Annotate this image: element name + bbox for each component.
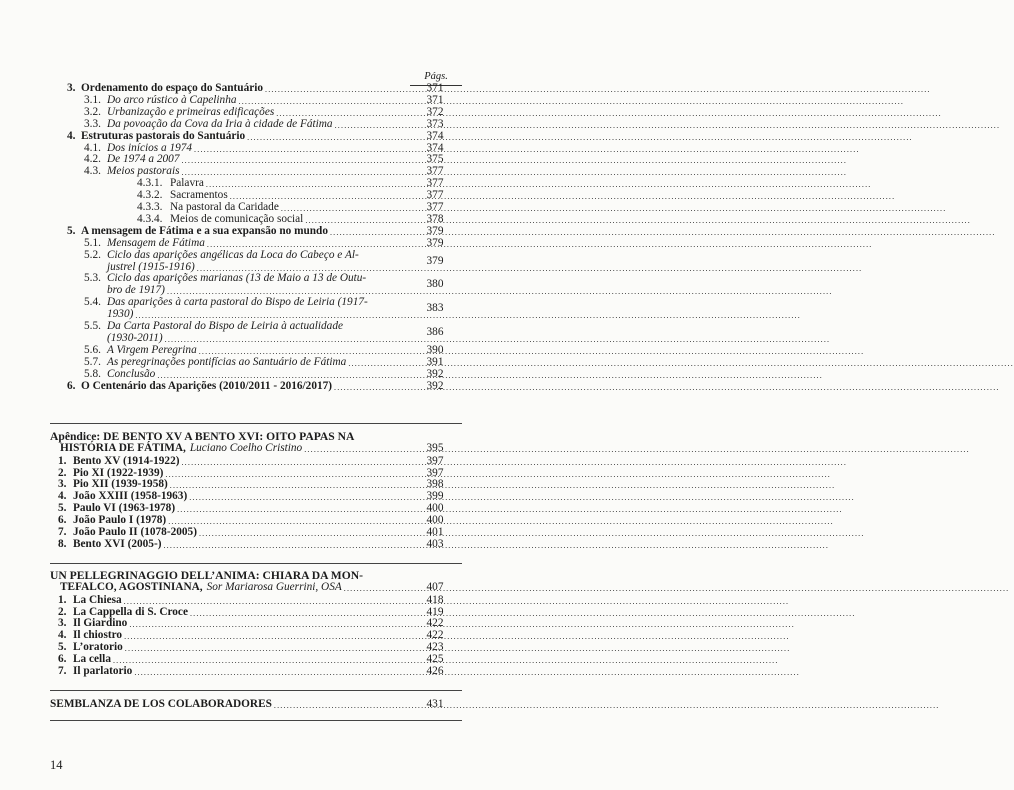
entry-title: bro de 1917) <box>107 284 165 297</box>
entry-title: La cella <box>73 653 111 666</box>
page-ref: 377 <box>426 201 444 213</box>
page-ref: 377 <box>426 177 444 190</box>
entry-number: 3. <box>58 617 67 630</box>
entry-title: Mensagem de Fátima <box>107 236 205 249</box>
entry-number: 3.3. <box>84 117 101 130</box>
entry-title: Meios pastorais <box>107 165 180 178</box>
page-ref: 431 <box>426 698 444 710</box>
page-ref: 379 <box>426 236 444 249</box>
entry-title: Ciclo das aparições marianas (13 de Maio a 13 de Outu- <box>107 272 367 285</box>
entry-number: 1. <box>58 454 67 467</box>
entry-title: Pio XII (1939-1958) <box>73 478 168 491</box>
toc-entry <box>58 538 412 551</box>
page-ref: 399 <box>426 490 444 503</box>
entry-title: Il Giardino <box>73 617 128 630</box>
page-ref: 372 <box>426 105 444 118</box>
page-ref: 373 <box>426 117 444 130</box>
entry-title: (1930-2011) <box>107 331 163 344</box>
entry-number: 6. <box>58 514 67 527</box>
entry-title: Da Carta Pastoral do Bispo de Leiria à actualidade <box>107 320 343 332</box>
page-ref: 418 <box>426 593 444 606</box>
entry-title: Il chiostro <box>73 629 123 642</box>
entry-number: 5. <box>67 224 76 237</box>
entry-title: Dos inícios a 1974 <box>107 141 193 154</box>
entry-number: 3.2. <box>84 105 101 118</box>
entry-title: Meios de comunicação social <box>170 212 304 225</box>
entry-number: 6. <box>67 379 76 392</box>
page-ref: 379 <box>426 224 444 237</box>
page-ref: 374 <box>426 129 444 142</box>
toc-entry <box>58 665 412 678</box>
entry-title: Ordenamento do espaço do Santuário <box>81 82 264 94</box>
entry-number: 8. <box>58 537 67 550</box>
entry-number: 5.7. <box>84 355 101 368</box>
appendix-author: Luciano Coelho Cristino <box>189 442 303 455</box>
entry-title: justrel (1915-1916) <box>107 260 195 273</box>
pellegrinaggio-title: UN PELLEGRINAGGIO DELL’ANIMA: CHIARA DA MON- <box>50 569 363 582</box>
section-rule <box>50 690 462 691</box>
entry-number: 7. <box>58 526 67 538</box>
entry-number: 5.8. <box>84 367 101 380</box>
entry-number: 7. <box>58 665 67 677</box>
page-ref: 375 <box>426 153 444 166</box>
page-ref: 422 <box>426 617 444 630</box>
page-ref: 400 <box>426 502 444 515</box>
entry-number: 5.5. <box>84 320 101 332</box>
entry-number: 4.3. <box>84 165 101 178</box>
entry-title: Das aparições à carta pastoral do Bispo de Leiria (1917- <box>107 296 368 309</box>
page-ref: 392 <box>426 367 444 380</box>
page-ref: 407 <box>426 581 444 594</box>
pellegrinaggio-title-cont <box>60 581 412 594</box>
dot-leader <box>274 701 940 711</box>
page-ref: 398 <box>426 478 444 491</box>
entry-number: 5.2. <box>84 248 101 261</box>
page-ref: 397 <box>426 454 444 467</box>
entry-number: 2. <box>58 605 67 618</box>
page-ref: 392 <box>426 379 444 392</box>
entry-number: 4. <box>58 629 67 642</box>
section-rule <box>50 423 462 424</box>
entry-number: 5.4. <box>84 296 101 309</box>
page-ref: 397 <box>426 466 444 479</box>
entry-title: Palavra <box>170 177 204 190</box>
entry-title: Bento XVI (2005-) <box>73 537 162 550</box>
page-ref: 400 <box>426 514 444 527</box>
entry-number: 4.3.2. <box>137 189 163 202</box>
entry-number: 3.1. <box>84 93 101 106</box>
page-ref: 423 <box>426 641 444 654</box>
page-ref: 422 <box>426 629 444 642</box>
page-ref: 378 <box>426 212 444 225</box>
entry-title: Na pastoral da Caridade <box>170 201 279 213</box>
entry-number: 5.3. <box>84 272 101 285</box>
page-ref: 377 <box>426 165 444 178</box>
entry-title: João XXIII (1958-1963) <box>73 490 188 503</box>
entry-number: 4.3.4. <box>137 212 163 225</box>
entry-number: 5. <box>58 502 67 515</box>
entry-title: Conclusão <box>107 367 156 380</box>
entry-title: A mensagem de Fátima e a sua expansão no mundo <box>81 224 328 237</box>
appendix-title: Apêndice: DE BENTO XV A BENTO XVI: OITO PAPAS NA <box>50 430 355 443</box>
pellegrinaggio-title: TEFALCO, AGOSTINIANA, <box>60 581 203 594</box>
page-ref: 425 <box>426 653 444 666</box>
entry-number: 4.3.1. <box>137 177 163 190</box>
section-rule <box>50 720 462 721</box>
toc-entry <box>67 380 412 393</box>
entry-title: 1930) <box>107 308 134 321</box>
entry-title: O Centenário das Aparições (2010/2011 - 2016/2017) <box>81 379 333 392</box>
entry-title: Ciclo das aparições angélicas da Loca do Cabeço e Al- <box>107 248 359 261</box>
entry-title: Urbanização e primeiras edificações <box>107 105 275 118</box>
page-ref: 401 <box>426 526 444 538</box>
entry-title: La Chiesa <box>73 593 122 606</box>
page-number: 14 <box>50 758 63 772</box>
entry-number: 4.1. <box>84 141 101 154</box>
entry-number: 5.1. <box>84 236 101 249</box>
page-ref: 377 <box>426 189 444 202</box>
entry-title: De 1974 a 2007 <box>107 153 180 166</box>
appendix-title-cont <box>60 442 412 455</box>
semblanza-title: SEMBLANZA DE LOS COLABORADORES <box>50 698 272 710</box>
entry-title: La Cappella di S. Croce <box>73 605 188 618</box>
entry-title: Da povoação da Cova da Iria à cidade de Fátima <box>107 117 333 130</box>
page-ref: 390 <box>426 343 444 356</box>
entry-title: Estruturas pastorais do Santuário <box>81 129 246 142</box>
page-ref: 380 <box>426 278 444 291</box>
entry-number: 1. <box>58 593 67 606</box>
semblanza-entry <box>50 698 412 711</box>
page-ref: 395 <box>426 442 444 455</box>
entry-title: João Paulo II (1078-2005) <box>73 526 197 538</box>
page-ref: 426 <box>426 665 444 677</box>
page-ref: 374 <box>426 141 444 154</box>
page-ref: 403 <box>426 537 444 550</box>
section-rule <box>50 563 462 564</box>
page-ref: 379 <box>426 254 444 267</box>
entry-number: 4. <box>67 129 76 142</box>
pellegrinaggio-author: Sor Mariarosa Guerrini, OSA <box>206 581 342 594</box>
entry-number: 5.6. <box>84 343 101 356</box>
entry-title: Sacramentos <box>170 189 228 202</box>
entry-title: As peregrinações pontifícias ao Santuário de Fátima <box>107 355 347 368</box>
page-ref: 419 <box>426 605 444 618</box>
dot-leader <box>163 541 829 551</box>
entry-number: 4.2. <box>84 153 101 166</box>
appendix-title: HISTÓRIA DE FÁTIMA, <box>60 442 186 455</box>
entry-title: Il parlatorio <box>73 665 133 677</box>
entry-number: 6. <box>58 653 67 666</box>
entry-number: 3. <box>67 82 76 94</box>
entry-number: 5. <box>58 641 67 654</box>
entry-number: 4.3.3. <box>137 201 163 213</box>
dot-leader <box>134 668 800 678</box>
entry-number: 2. <box>58 466 67 479</box>
entry-title: Do arco rústico à Capelinha <box>107 93 237 106</box>
entry-title: A Virgem Peregrina <box>107 343 197 356</box>
page-ref: 371 <box>426 93 444 106</box>
page-ref: 371 <box>426 82 444 94</box>
page-ref: 391 <box>426 355 444 368</box>
page-ref: 383 <box>426 302 444 315</box>
entry-title: Bento XV (1914-1922) <box>73 454 180 467</box>
entry-title: Pio XI (1922-1939) <box>73 466 164 479</box>
entry-title: Paulo VI (1963-1978) <box>73 502 176 515</box>
entry-title: L’oratorio <box>73 641 123 654</box>
pages-column-header: Págs. <box>424 71 448 82</box>
entry-number: 4. <box>58 490 67 503</box>
entry-number: 3. <box>58 478 67 491</box>
page-ref: 386 <box>426 325 444 338</box>
entry-title: João Paulo I (1978) <box>73 514 167 527</box>
